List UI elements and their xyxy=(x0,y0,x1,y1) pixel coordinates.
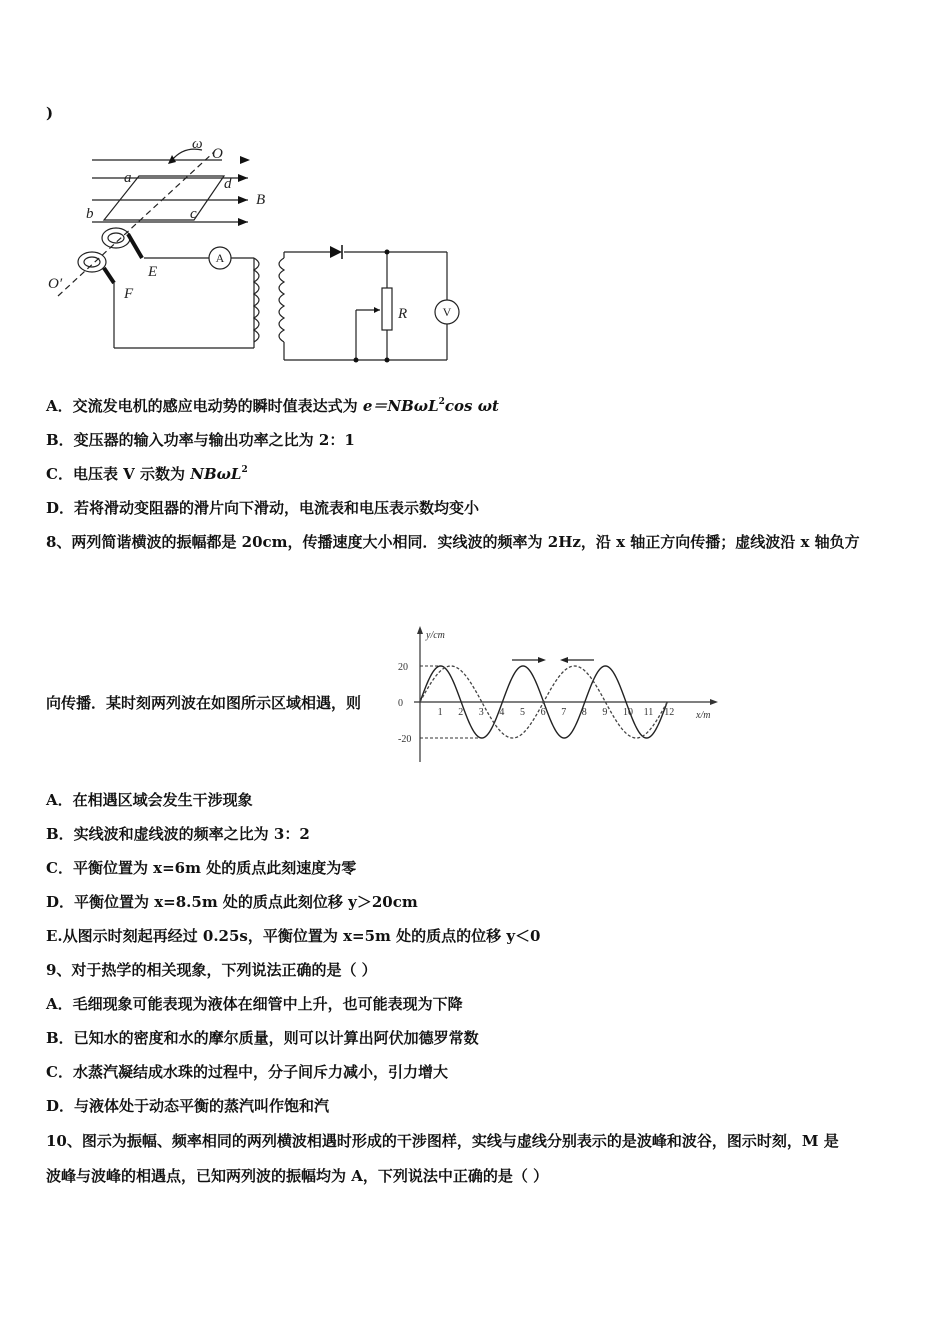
x-axis-label: x/m xyxy=(696,710,711,721)
omega-label: ω xyxy=(192,138,203,152)
rotation-axis xyxy=(58,152,214,296)
diode xyxy=(330,246,342,258)
coil-b-label: b xyxy=(86,206,94,222)
q9-option-d: D．与液体处于动态平衡的蒸汽叫作饱和汽 xyxy=(46,1097,330,1115)
brush-F xyxy=(104,268,114,283)
q9-option-b: B．已知水的密度和水的摩尔质量，则可以计算出阿伏加德罗常数 xyxy=(46,1029,479,1047)
q8-stem-line1: 8、两列简谐横波的振幅都是 20cm，传播速度大小相同．实线波的频率为 2Hz，沿 x 轴正方向传播；虚线波沿 x 轴负方 xyxy=(46,533,860,551)
q8-option-e: E.从图示时刻起再经过 0.25s，平衡位置为 x=5m 处的质点的位移 y＜0 xyxy=(46,927,541,945)
q8-stem-line2: 向传播．某时刻两列波在如图所示区域相遇，则 xyxy=(46,694,362,712)
x-tick-label: 7 xyxy=(561,707,567,718)
resistor-R-label: R xyxy=(398,306,408,322)
q7-option-b: B．变压器的输入功率与输出功率之比为 2：1 xyxy=(46,431,355,449)
q9-option-c: C．水蒸汽凝结成水珠的过程中，分子间斥力减小，引力增大 xyxy=(46,1063,448,1081)
slip-ring xyxy=(108,233,124,243)
q8-option-b: B．实线波和虚线波的频率之比为 3：2 xyxy=(46,825,310,843)
brush-F-label: F xyxy=(124,286,134,302)
x-tick-label: 8 xyxy=(581,707,587,718)
coil-d-label: d xyxy=(224,176,232,192)
x-tick-label: 12 xyxy=(664,707,675,718)
axis-O-prime-label: O′ xyxy=(48,276,63,292)
y-axis-label: y/cm xyxy=(426,630,445,641)
q8-option-d: D．平衡位置为 x=8.5m 处的质点此刻位移 y＞20cm xyxy=(46,893,418,911)
slip-ring xyxy=(102,228,130,248)
x-tick-label: 6 xyxy=(540,707,546,718)
x-tick-label: 1 xyxy=(437,707,443,718)
q10-stem-line1: 10、图示为振幅、频率相同的两列横波相遇时形成的干涉图样，实线与虚线分别表示的是波峰和波谷，图示时刻，M 是 xyxy=(46,1132,839,1150)
x-tick-label: 2 xyxy=(458,707,464,718)
x-tick-label: 11 xyxy=(643,707,654,718)
coil-a-label: a xyxy=(124,170,132,186)
q7-option-a: A．交流发电机的感应电动势的瞬时值表达式为 e＝NBωL$^2$cos ωt xyxy=(46,397,499,415)
brush-E-label: E xyxy=(148,264,158,280)
coil-c-label: c xyxy=(190,206,197,222)
primary-coil xyxy=(254,258,259,342)
field-B-label: B xyxy=(256,192,266,208)
slip-ring xyxy=(78,252,106,272)
brush-E xyxy=(128,234,142,258)
q10-stem-line2: 波峰与波峰的相遇点，已知两列波的振幅均为 A，下列说法中正确的是（ ） xyxy=(46,1167,549,1185)
secondary-coil xyxy=(279,258,284,342)
q7-option-d: D．若将滑动变阻器的滑片向下滑动，电流表和电压表示数均变小 xyxy=(46,499,480,517)
axis-O-label: O xyxy=(212,146,223,162)
voltmeter-label: V xyxy=(442,305,452,319)
y-tick-label: 20 xyxy=(398,662,408,673)
q7-option-c: C．电压表 V 示数为 NBωL$^2$ xyxy=(46,465,248,483)
x-tick-label: 3 xyxy=(478,707,484,718)
rheostat xyxy=(382,288,392,330)
q9-stem: 9、对于热学的相关现象，下列说法正确的是（ ） xyxy=(46,961,377,979)
slip-ring xyxy=(84,257,100,267)
x-tick-label: 9 xyxy=(602,707,608,718)
y-tick-label: -20 xyxy=(398,734,412,745)
q8-option-a: A．在相遇区域会发生干涉现象 xyxy=(46,791,253,809)
generator-circuit-figure xyxy=(44,138,464,368)
y-tick-label: 0 xyxy=(398,698,403,709)
q8-option-c: C．平衡位置为 x=6m 处的质点此刻速度为零 xyxy=(46,859,357,877)
ammeter-label: A xyxy=(215,251,225,265)
x-tick-label: 10 xyxy=(623,707,633,718)
x-tick-label: 5 xyxy=(520,707,525,718)
fragment-paren: ) xyxy=(46,104,54,122)
wave-chart xyxy=(396,624,726,766)
q9-option-a: A．毛细现象可能表现为液体在细管中上升，也可能表现为下降 xyxy=(46,995,463,1013)
x-tick-label: 4 xyxy=(499,707,505,718)
